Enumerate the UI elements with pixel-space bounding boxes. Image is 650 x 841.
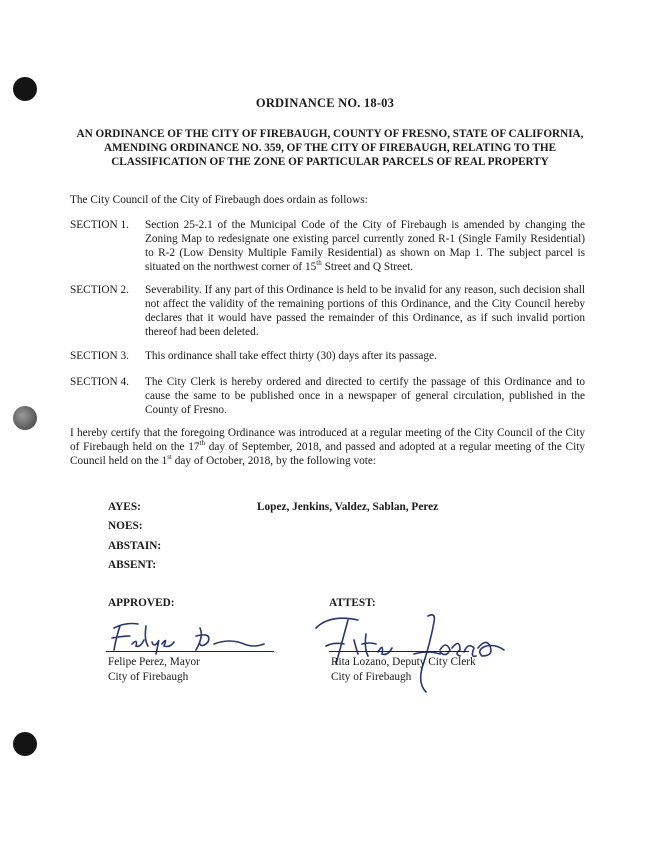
- clerk-name: Rita Lozano, Deputy City Clerk: [331, 656, 476, 668]
- ayes-names: Lopez, Jenkins, Valdez, Sablan, Perez: [257, 501, 439, 513]
- approved-label: APPROVED:: [108, 597, 175, 609]
- section-text: Severability. If any part of this Ordinance is held to be invalid for any reason, such decision shall not affect the validity of the remaining portions of this Ordinance, and the City Council hereby declares that it would have passed the remainder of this Ordinance, as if such invalid portion thereof had been deleted.: [145, 284, 585, 338]
- section-1: [70, 218, 585, 274]
- ordinance-title: ORDINANCE NO. 18-03: [255, 96, 395, 110]
- section-3: [70, 349, 585, 363]
- section-text: The City Clerk is hereby ordered and directed to certify the passage of this Ordinance and to cause the same to be published once in a newspaper of general circulation, published in the County of Fresno.: [145, 376, 585, 416]
- attest-label: ATTEST:: [329, 597, 376, 609]
- section-4: [70, 375, 585, 417]
- mayor-org: City of Firebaugh: [108, 671, 189, 683]
- section-label: SECTION 3.: [70, 350, 129, 362]
- section-text: Section 25-2.1 of the Municipal Code of the City of Firebaugh is amended by changing the Zoning Map to redesignate one existing parcel currently zoned R-1 (Single Family Residential) to R-2 (Low Density Multiple Family Residential) as shown on Map 1. The subject parcel is situated on the northwest corner of 15th Street and Q Street.: [145, 219, 585, 273]
- ayes-label: AYES:: [108, 501, 141, 513]
- section-text: This ordinance shall take effect thirty (30) days after its passage.: [145, 350, 437, 362]
- mayor-name-block: [108, 655, 200, 685]
- section-label: SECTION 2.: [70, 284, 129, 296]
- section-label: SECTION 1.: [70, 219, 129, 231]
- mayor-signature-line: [106, 651, 274, 652]
- absent-label: ABSENT:: [108, 559, 157, 571]
- clerk-name-block: [331, 655, 476, 685]
- section-label: SECTION 4.: [70, 376, 129, 388]
- clerk-org: City of Firebaugh: [331, 671, 412, 683]
- mayor-name: Felipe Perez, Mayor: [108, 656, 200, 668]
- abstain-label: ABSTAIN:: [108, 540, 162, 552]
- noes-label: NOES:: [108, 520, 143, 532]
- clerk-signature-line: [329, 651, 469, 652]
- intro-paragraph: The City Council of the City of Firebaugh does ordain as follows:: [70, 194, 368, 206]
- binder-hole-middle: [13, 406, 37, 430]
- section-2: [70, 283, 585, 339]
- ordinance-subtitle: AN ORDINANCE OF THE CITY OF FIREBAUGH, COUNTY OF FRESNO, STATE OF CALIFORNIA, AMENDING ORDINANCE NO. 359, OF THE CITY OF FIREBAUGH, RELATING TO THE CLASSIFICATION OF THE ZONE OF PARTICULAR PARCELS OF REAL PROPERTY: [76, 128, 584, 168]
- certification-paragraph: I hereby certify that the foregoing Ordinance was introduced at a regular meeting of the City Council of the City of Firebaugh held on the 17th day of September, 2018, and passed and adopted at a regular meeting of the City Council held on the 1st day of October, 2018, by the following vote:: [70, 427, 585, 467]
- binder-hole-bottom: [13, 732, 37, 756]
